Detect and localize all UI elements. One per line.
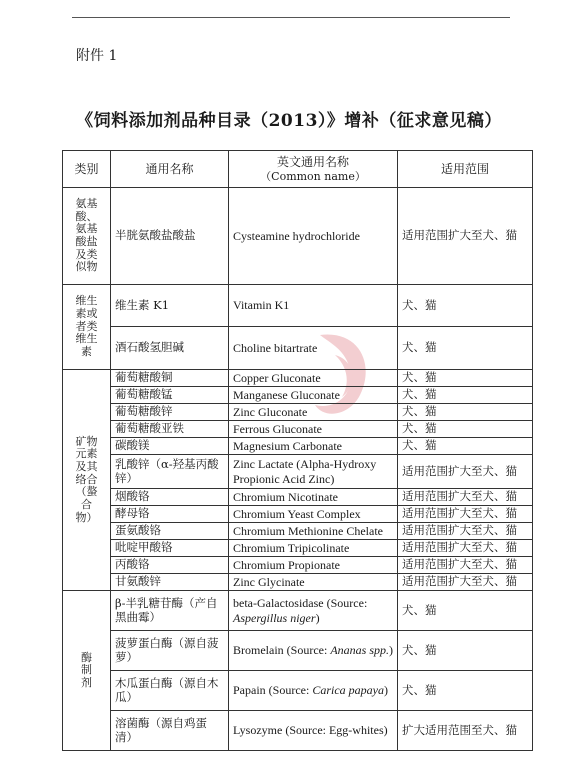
english-name-cell: [229, 370, 398, 387]
category-label: 矿物元素及其络合（螯合物）: [75, 434, 98, 524]
scope-cell: 适用范围扩大至犬、猫: [398, 523, 533, 540]
table-row: [63, 387, 533, 404]
common-name-cell: 吡啶甲酸铬: [111, 540, 229, 557]
common-name-cell: 葡萄糖酸锌: [111, 404, 229, 421]
english-name-cell: [229, 574, 398, 591]
english-name-text: beta-Galactosidase (Source:: [233, 596, 368, 611]
category-cell: [63, 285, 111, 370]
english-name-text: Chromium Nicotinate: [233, 489, 338, 504]
common-name-cell: β-半乳糖苷酶（产自黑曲霉）: [111, 591, 229, 631]
english-name-cell: [229, 421, 398, 438]
common-name-cell: 木瓜蛋白酶（源自木瓜）: [111, 671, 229, 711]
common-name-cell: 碳酸镁: [111, 438, 229, 455]
english-name-text: Manganese Gluconate: [233, 387, 340, 402]
table-row: [63, 557, 533, 574]
english-name-text: Zinc Lactate (Alpha-Hydroxy Propionic Acid Zinc): [233, 457, 377, 486]
scope-cell: 犬、猫: [398, 327, 533, 370]
common-name-cell: 葡萄糖酸锰: [111, 387, 229, 404]
table-row: [63, 404, 533, 421]
category-cell: [63, 188, 111, 285]
table-row: [63, 523, 533, 540]
english-name-species: Ananas spp.: [330, 643, 389, 658]
english-name-cell: [229, 540, 398, 557]
table-body: [63, 188, 533, 751]
scope-cell: 犬、猫: [398, 387, 533, 404]
english-name-text: Zinc Glycinate: [233, 574, 305, 589]
english-name-text: Copper Gluconate: [233, 370, 321, 385]
english-name-cell: [229, 438, 398, 455]
english-name-species: Aspergillus niger: [233, 610, 316, 625]
category-label: 酶制剂: [81, 650, 92, 689]
english-name-cell: [229, 285, 398, 327]
table-row: [63, 574, 533, 591]
table-row: [63, 421, 533, 438]
english-name-text: Papain (Source:: [233, 683, 313, 698]
common-name-cell: 酒石酸氢胆碱: [111, 327, 229, 370]
english-name-cell: [229, 506, 398, 523]
scope-cell: 适用范围扩大至犬、猫: [398, 506, 533, 523]
common-name-cell: 蛋氨酸铬: [111, 523, 229, 540]
table-row: [63, 327, 533, 370]
table-row: [63, 671, 533, 711]
top-rule: [72, 17, 510, 18]
category-label: 氨基酸、氨基酸盐及类似物: [75, 197, 98, 274]
header-english-name-cn: 英文通用名称: [276, 155, 349, 170]
category-cell: [63, 591, 111, 751]
english-name-cell: [229, 455, 398, 489]
english-name-text: Magnesium Carbonate: [233, 438, 342, 453]
english-name-text: Chromium Propionate: [233, 557, 340, 572]
english-name-cell: [229, 591, 398, 631]
document-title: 《饲料添加剂品种目录（2013）》增补（征求意见稿）: [76, 111, 502, 131]
english-name-text: Chromium Yeast Complex: [233, 506, 361, 521]
english-name-species: Carica papaya: [312, 683, 384, 698]
common-name-cell: 葡萄糖酸亚铁: [111, 421, 229, 438]
scope-cell: 犬、猫: [398, 285, 533, 327]
scope-cell: 犬、猫: [398, 404, 533, 421]
header-category: 类别: [63, 151, 111, 188]
scope-cell: 犬、猫: [398, 370, 533, 387]
header-english-name-sub: （Common name）: [260, 169, 366, 183]
common-name-cell: 乳酸锌（α-羟基丙酸锌）: [111, 455, 229, 489]
scope-cell: 适用范围扩大至犬、猫: [398, 540, 533, 557]
english-name-cell: [229, 671, 398, 711]
header-english-name: [229, 151, 398, 188]
scope-cell: 犬、猫: [398, 631, 533, 671]
english-name-cell: [229, 523, 398, 540]
common-name-cell: 半胱氨酸盐酸盐: [111, 188, 229, 285]
attachment-label: 附件 1: [76, 48, 118, 64]
english-name-text: Lysozyme (Source: Egg-whites): [233, 723, 388, 738]
english-name-cell: [229, 711, 398, 751]
scope-cell: 适用范围扩大至犬、猫: [398, 188, 533, 285]
scope-cell: 扩大适用范围至犬、猫: [398, 711, 533, 751]
additive-table: [62, 150, 533, 751]
english-name-text: Zinc Gluconate: [233, 404, 308, 419]
common-name-cell: 维生素 K1: [111, 285, 229, 327]
table-header-row: [63, 151, 533, 188]
category-cell: [63, 370, 111, 591]
common-name-cell: 葡萄糖酸铜: [111, 370, 229, 387]
scope-cell: 适用范围扩大至犬、猫: [398, 574, 533, 591]
common-name-cell: 菠萝蛋白酶（源自菠萝）: [111, 631, 229, 671]
table-row: [63, 540, 533, 557]
english-name-text: Chromium Tripicolinate: [233, 540, 350, 555]
english-name-cell: [229, 631, 398, 671]
category-label: 维生素或者类维生素: [75, 294, 98, 358]
header-scope: 适用范围: [398, 151, 533, 188]
english-name-text: Bromelain (Source:: [233, 643, 331, 658]
table-row: [63, 506, 533, 523]
common-name-cell: 甘氨酸锌: [111, 574, 229, 591]
table-row: [63, 438, 533, 455]
english-name-cell: [229, 557, 398, 574]
table-row: [63, 285, 533, 327]
english-name-cell: [229, 404, 398, 421]
english-name-text: Chromium Methionine Chelate: [233, 523, 383, 538]
common-name-cell: 烟酸铬: [111, 489, 229, 506]
english-name-cell: [229, 327, 398, 370]
common-name-cell: 溶菌酶（源自鸡蛋清）: [111, 711, 229, 751]
english-name-tail: ): [388, 643, 393, 658]
table-row: [63, 489, 533, 506]
english-name-tail: ): [383, 683, 388, 698]
scope-cell: 犬、猫: [398, 671, 533, 711]
table-row: [63, 188, 533, 285]
scope-cell: 适用范围扩大至犬、猫: [398, 489, 533, 506]
scope-cell: 犬、猫: [398, 421, 533, 438]
english-name-cell: [229, 188, 398, 285]
english-name-text: Choline bitartrate: [233, 340, 318, 355]
english-name-text: Vitamin K1: [233, 298, 290, 313]
common-name-cell: 丙酸铬: [111, 557, 229, 574]
table-row: [63, 631, 533, 671]
header-common-name: 通用名称: [111, 151, 229, 188]
scope-cell: 犬、猫: [398, 438, 533, 455]
table-row: [63, 711, 533, 751]
common-name-cell: 酵母铬: [111, 506, 229, 523]
english-name-cell: [229, 489, 398, 506]
table-row: [63, 591, 533, 631]
english-name-text: Cysteamine hydrochloride: [233, 228, 360, 243]
english-name-text: Ferrous Gluconate: [233, 421, 322, 436]
english-name-cell: [229, 387, 398, 404]
scope-cell: 适用范围扩大至犬、猫: [398, 557, 533, 574]
table-row: [63, 455, 533, 489]
scope-cell: 犬、猫: [398, 591, 533, 631]
scope-cell: 适用范围扩大至犬、猫: [398, 455, 533, 489]
english-name-tail: ): [315, 610, 320, 625]
table-row: [63, 370, 533, 387]
